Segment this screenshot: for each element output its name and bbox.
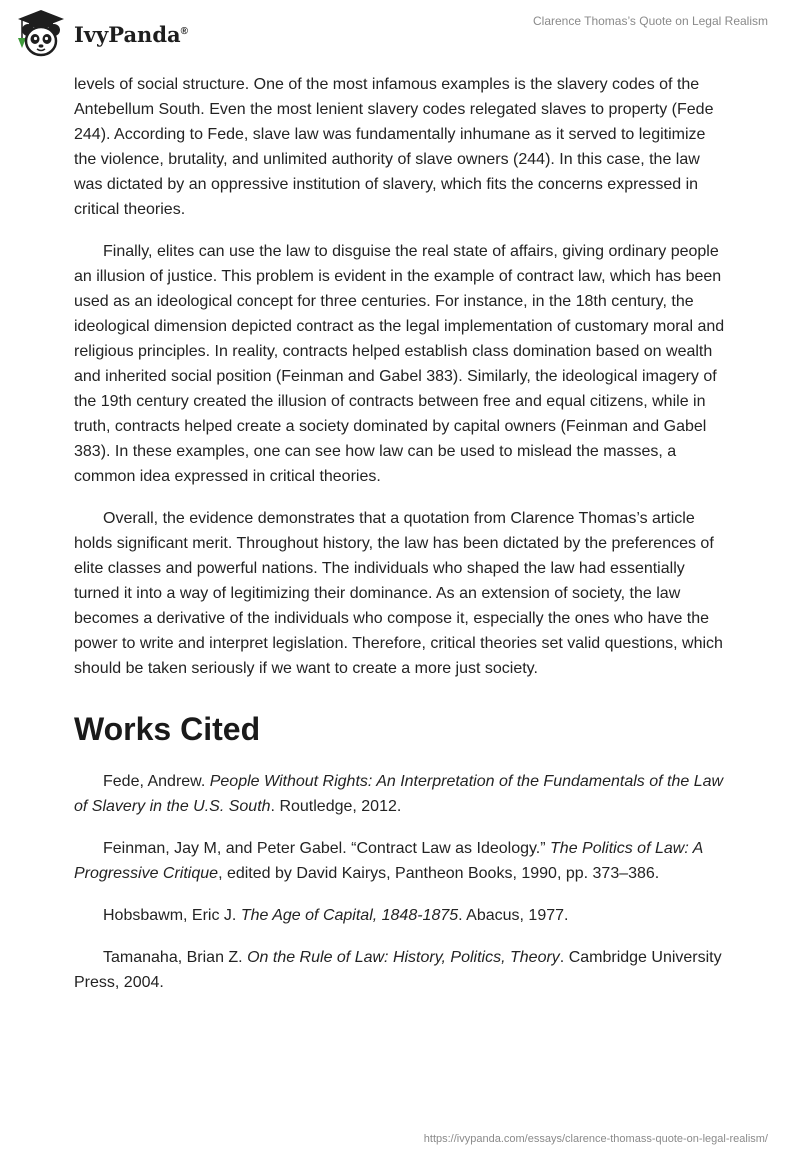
panda-graduate-icon xyxy=(14,8,68,58)
citation-author: Hobsbawm, Eric J. xyxy=(103,907,241,924)
works-cited-heading: Works Cited xyxy=(74,711,261,747)
citation-entry xyxy=(74,769,726,819)
citation-author: Feinman, Jay M, and Peter Gabel. “Contract Law as Ideology.” xyxy=(103,840,551,857)
citation-author: Tamanaha, Brian Z. xyxy=(103,949,248,966)
citation-author: Fede, Andrew. xyxy=(103,773,210,790)
citation-publisher: . Abacus, 1977. xyxy=(458,907,569,924)
ivypanda-logo[interactable] xyxy=(14,8,188,58)
essay-content xyxy=(74,72,726,1012)
citation-publisher: , edited by David Kairys, Pantheon Books, 1990, pp. 373–386. xyxy=(218,865,660,882)
running-title: Clarence Thomas’s Quote on Legal Realism xyxy=(532,14,768,28)
citation-entry xyxy=(74,836,726,886)
logo-wordmark xyxy=(74,22,188,47)
body-paragraph: Overall, the evidence demonstrates that a quotation from Clarence Thomas’s article holds significant merit. Throughout history, the law has been dictated by the preferences of elite classes and powerful nations. The individuals who shaped the law had essentially turned it into a way of legitimizing their dominance. As an extension of society, the law becomes a derivative of the individuals who compose it, especially the ones who have the power to write and interpret legislation. Therefore, critical theories set valid questions, which should be taken seriously if we want to create a more just society. xyxy=(74,510,723,677)
body-paragraph: Finally, elites can use the law to disguise the real state of affairs, giving ordinary people an illusion of justice. This problem is evident in the example of contract law, which has been used as an ideological concept for three centuries. For instance, in the 18th century, the ideological dimension depicted contract as the legal implementation of customary moral and religious principles. In reality, contracts helped establish class domination based on wealth and inherited social position (Feinman and Gabel 383). Similarly, the ideological imagery of the 19th century created the illusion of contracts between free and equal citizens, while in truth, contracts helped create a society dominated by capital owners (Feinman and Gabel 383). In these examples, one can see how law can be used to mislead the masses, a common idea expressed in critical theories. xyxy=(74,243,725,485)
citation-title: The Politics of Law: A Progressive Critique xyxy=(74,840,703,882)
citation-title: The Age of Capital, 1848-1875 xyxy=(240,907,459,924)
source-url-link[interactable]: https://ivypanda.com/essays/clarence-thomass-quote-on-legal-realism/ xyxy=(423,1133,768,1145)
citation-publisher: . Routledge, 2012. xyxy=(270,798,402,815)
registered-mark: ® xyxy=(180,25,188,37)
citation-entry xyxy=(74,945,726,995)
citation-title: People Without Rights: An Interpretation of the Fundamentals of the Law of Slavery in the U.S. South xyxy=(74,773,724,815)
page-header xyxy=(0,0,800,70)
body-paragraph: levels of social structure. One of the most infamous examples is the slavery codes of the Antebellum South. Even the most lenient slavery codes relegated slaves to property (Fede 244). According to Fede, slave law was fundamentally inhumane as it served to legitimize the violence, brutality, and unlimited authority of slave owners (244). In this case, the law was dictated by an oppressive institution of slavery, which fits the concerns expressed in critical theories. xyxy=(74,76,714,218)
logo-text: IvyPanda xyxy=(74,21,181,47)
citation-publisher: . Cambridge University Press, 2004. xyxy=(74,949,722,991)
citation-title: On the Rule of Law: History, Politics, Theory xyxy=(247,949,560,966)
citation-entry xyxy=(74,903,726,928)
